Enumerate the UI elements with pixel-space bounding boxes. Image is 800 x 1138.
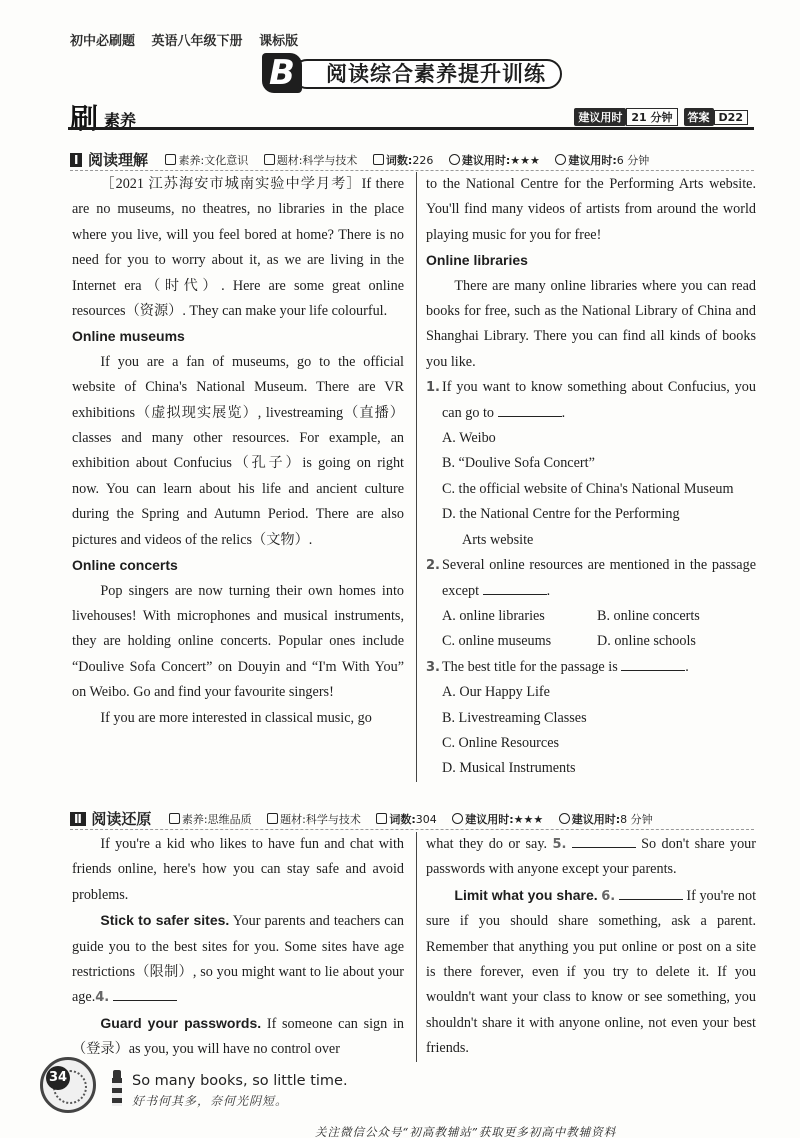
answer-label: 答案 (684, 108, 714, 126)
suyang-label: 素养 (104, 111, 137, 130)
option-d[interactable]: D. the National Centre for the Performing (442, 506, 680, 523)
answer-value: D22 (714, 110, 748, 125)
paragraph-text: If you're not sure if you should share something, ask a parent. Remember that anything you put online or post on a site is there forever, even if you try to delete it. If you wouldn't want your class to know or see something, you shouldn't share it with anyone online, not even your best friends. (426, 887, 757, 1057)
literacy-icon (165, 154, 176, 165)
meta-wordcount (376, 811, 436, 827)
question-stem: The best title for the passage is (442, 658, 618, 675)
paragraph-libraries: There are many online libraries where you can read books for free, such as the National Library of China and Shanghai Library. There you can find all kinds of books you like. (426, 277, 756, 370)
header-rule (68, 127, 754, 130)
column-divider (416, 832, 417, 1062)
answer-blank-4[interactable] (113, 987, 177, 1001)
meta-time (555, 152, 649, 168)
lighthouse-icon (110, 1070, 124, 1106)
section1-right-column (426, 172, 756, 782)
blank-number: 5. (552, 837, 567, 852)
series-name: 初中必刷题 (70, 34, 136, 49)
meta-difficulty (452, 811, 543, 827)
literacy-icon (169, 813, 180, 824)
option-d[interactable]: D. Musical Instruments (442, 760, 576, 777)
blank-number: 6. (601, 888, 616, 904)
quote-english: So many books, so little time. (132, 1073, 348, 1089)
answer-blank[interactable] (483, 581, 547, 595)
section1-title: 阅读理解 (87, 151, 148, 169)
column-divider (416, 172, 417, 782)
book-name: 英语八年级下册 (151, 34, 243, 49)
meta-label: 建议用时: (571, 812, 621, 826)
meta-value: 6 分钟 (616, 153, 650, 167)
answer-blank[interactable] (621, 657, 685, 671)
edition-name: 课标版 (259, 34, 299, 49)
meta-value: ★★★ (510, 153, 540, 167)
shua-label: 刷 (70, 102, 99, 135)
section1-left-column (72, 172, 404, 731)
question-stem: If you want to know something about Confucius, you can go to (442, 379, 756, 421)
subheading-concerts: Online concerts (72, 557, 178, 574)
paragraph-text: Your parents and teachers can guide you to the best sites for you. Some sites have age restrictions（限制）, so you might want to lie about your age. (72, 913, 404, 1006)
paragraph-text: If someone can sign in（登录）as you, you will have no control over (72, 1015, 405, 1058)
subheading-safer-sites: Stick to safer sites. (100, 912, 230, 929)
page-footer (30, 1052, 770, 1138)
option-d[interactable]: D. online schools (597, 633, 696, 650)
meta-label: 题材: (280, 812, 306, 826)
subheading-limit-share: Limit what you share. (454, 886, 598, 903)
paragraph-classical-cont: to the National Centre for the Performing Arts website. You'll find many videos of artists from around the world playing music for you for free! (426, 176, 756, 243)
section2-bar (70, 808, 754, 830)
meta-value: 科学与技术 (305, 812, 361, 826)
meta-literacy (169, 811, 252, 827)
wordcount-icon (373, 154, 384, 165)
meta-value: 226 (412, 153, 434, 167)
title-banner (262, 53, 562, 93)
question-stem: Several online resources are mentioned in the passage except (442, 557, 756, 599)
question-number: 2. (426, 558, 440, 574)
option-c[interactable]: C. online museums (442, 633, 552, 650)
meta-label: 题材: (276, 153, 303, 167)
paragraph-concerts: Pop singers are now turning their own homes into livehouses! With microphones and musical instruments, they are holding online concerts. Popular ones include “Doulive Sofa Concert” on Douyin and “I'm With You” on Weibo. Go and find your favourite singers! (72, 582, 404, 701)
page-title-text: 阅读综合素养提升训练 (326, 62, 546, 86)
subheading-libraries: Online libraries (426, 252, 528, 269)
option-c[interactable]: C. Online Resources (442, 734, 560, 751)
meta-value: 思维品质 (207, 812, 252, 826)
option-b[interactable]: B. Livestreaming Classes (442, 709, 587, 726)
promo-text: 关注微信公众号“初高教辅站”获取更多初高中教辅资料 (315, 1125, 617, 1138)
meta-value: 8 分钟 (620, 812, 653, 826)
question-3: 3. The best title for the passage is . (426, 655, 756, 680)
paragraph-text: what they do or say. (426, 836, 548, 852)
question-2: 2. Several online resources are mentioned in the passage except . (426, 553, 756, 604)
options-row (426, 604, 756, 629)
paragraph-classical: If you are more interested in classical music, go (100, 709, 372, 726)
options-row (426, 629, 756, 654)
meta-label: 建议用时: (461, 153, 511, 167)
clock-icon (555, 154, 566, 165)
answer-blank-6[interactable] (619, 886, 683, 900)
meta-literacy (165, 152, 248, 168)
answer-blank[interactable] (498, 403, 562, 417)
blank-number: 4. (95, 990, 110, 1006)
meta-value: 科学与技术 (302, 153, 358, 167)
time-value: 21 分钟 (626, 108, 677, 126)
meta-time (559, 811, 653, 827)
meta-difficulty (449, 152, 540, 168)
meta-label: 词数: (389, 812, 416, 826)
meta-value: 304 (415, 812, 437, 826)
page-title (292, 59, 562, 89)
page-number: 34 (46, 1066, 70, 1090)
passage-intro: ［2021 江苏海安市城南实验中学月考］If there are no museums, no theatres, no libraries in the place where you live, will you feel bored at home? There is no need for you to worry about it, as we are living in the Internet era（时代）. Here are some great online resources（资源）. They can make your life colourful. (72, 176, 404, 320)
series-line (70, 30, 310, 49)
option-b[interactable]: B. “Doulive Sofa Concert” (442, 455, 595, 472)
meta-label: 建议用时: (465, 812, 514, 826)
meta-label: 建议用时: (568, 153, 617, 167)
option-a[interactable]: A. Weibo (442, 430, 496, 447)
meta-theme (264, 152, 358, 168)
paragraph-limit-share (426, 883, 756, 1062)
subheading-passwords: Guard your passwords. (100, 1014, 262, 1031)
section1-bar (70, 149, 754, 171)
meta-value: ★★★ (513, 812, 544, 826)
meta-theme (267, 811, 361, 827)
difficulty-icon (449, 154, 460, 165)
question-1: 1. If you want to know something about Confucius, you can go to . (426, 375, 756, 426)
option-c[interactable]: C. the official website of China's National Museum (442, 480, 734, 497)
subheading-museums: Online museums (72, 328, 185, 345)
passage2-intro: If you're a kid who likes to have fun and chat with friends online, here's how you can stay safe and avoid problems. (72, 836, 404, 903)
section1-number: Ⅰ (70, 153, 82, 167)
paragraph-text: So don't share your passwords with anyone except your parents. (426, 836, 756, 878)
option-b[interactable]: B. online concerts (597, 607, 700, 624)
theme-icon (267, 813, 278, 824)
meta-label: 素养: (178, 153, 205, 167)
option-d-cont: Arts website (462, 531, 534, 548)
section2-right-column (426, 832, 756, 1062)
meta-label: 词数: (385, 153, 413, 167)
section2-left-column (72, 832, 404, 1063)
theme-icon (264, 154, 275, 165)
answer-blank-5[interactable] (572, 834, 636, 848)
difficulty-icon (452, 813, 463, 824)
recommended-time-box (574, 108, 754, 126)
question-number: 3. (426, 659, 440, 675)
section-badge: B (262, 53, 302, 93)
meta-wordcount (373, 152, 433, 168)
paragraph-safer-sites (72, 908, 404, 1011)
option-a[interactable]: A. online libraries (442, 607, 545, 624)
option-a[interactable]: A. Our Happy Life (442, 684, 550, 701)
question-number: 1. (426, 380, 440, 396)
section2-title: 阅读还原 (91, 810, 152, 828)
meta-label: 素养: (181, 812, 208, 826)
quote-chinese: 好书何其多，奈何光阴短。 (132, 1094, 289, 1108)
section2-number: Ⅱ (70, 812, 86, 826)
paragraph-museums: If you are a fan of museums, go to the official website of China's National Museum. There are VR exhibitions（虚拟现实展览）, livestreaming（直播）classes and many other resources. For example, an exhibition about Confucius（孔子）is going on right now. You can learn about his life and ancient culture during the Spring and Autumn Period. There are also pictures and videos of the relics（文物）. (72, 353, 404, 548)
clock-icon (559, 813, 570, 824)
paragraph-passwords-cont (426, 832, 756, 883)
meta-value: 文化意识 (204, 153, 249, 167)
wordcount-icon (376, 813, 387, 824)
time-label: 建议用时 (574, 108, 626, 126)
